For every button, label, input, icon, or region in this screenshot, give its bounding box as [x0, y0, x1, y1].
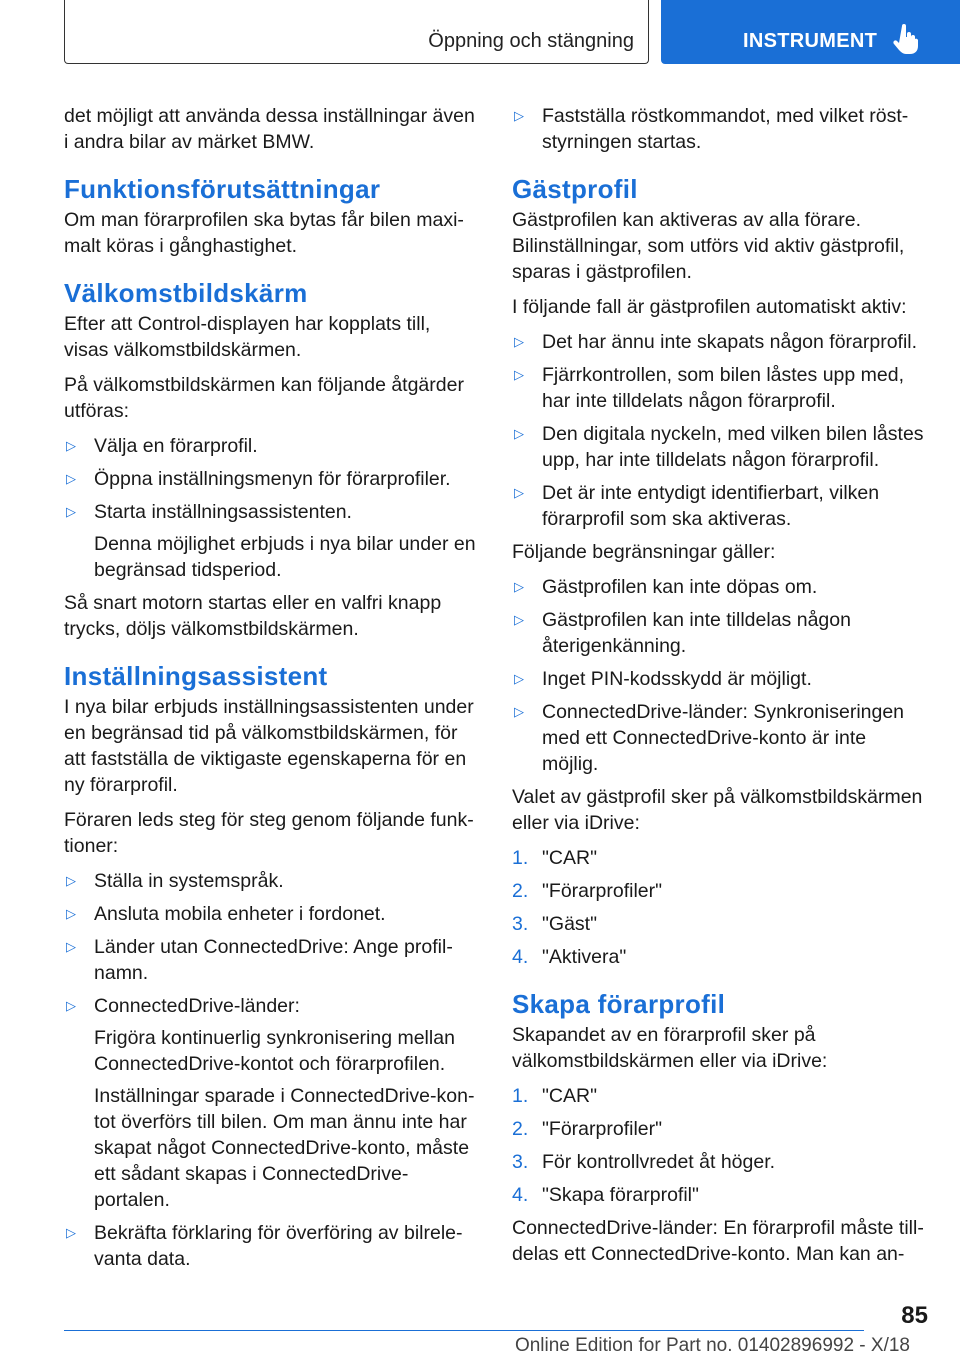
right-column	[512, 103, 927, 1276]
step-number: 3.	[512, 913, 529, 935]
welcome-text-1: Efter att Control-displayen har kopplats till, visas välkomstbildskärmen.	[64, 313, 431, 361]
heading-skapa-forarprofil: Skapa förarprofil	[512, 989, 726, 1019]
guest-text-3: Följande begränsningar gäller:	[512, 541, 776, 563]
list-item: ▷ Ansluta mobila enheter i fordonet.	[66, 903, 386, 925]
guest-text-2: I följande fall är gästprofilen automatiskt aktiv:	[512, 296, 907, 318]
triangle-bullet-icon: ▷	[514, 485, 524, 500]
list-item-subtext: Frigöra kontinuerlig synkronisering mellan ConnectedDrive-kontot och förarprofilen.	[94, 1027, 455, 1075]
heading-gastprofil: Gästprofil	[512, 174, 638, 204]
triangle-bullet-icon: ▷	[514, 671, 524, 686]
list-item: ▷ Länder utan ConnectedDrive: Ange profilnamn.	[66, 936, 453, 984]
welcome-text-2: På välkomstbildskärmen kan följande åtgärder utföras:	[64, 374, 464, 422]
triangle-bullet-icon: ▷	[514, 426, 524, 441]
left-column	[64, 103, 479, 1279]
list-item: ▷ Starta inställningsassistenten. Denna möjlighet erbjuds i nya bilar under en begränsad tidsperiod.	[64, 499, 479, 583]
triangle-bullet-icon: ▷	[514, 704, 524, 719]
triangle-bullet-icon: ▷	[66, 939, 76, 954]
heading-installningsassistent: Inställningsassistent	[64, 661, 328, 691]
list-item: 3. "Gäst"	[512, 913, 598, 935]
triangle-bullet-icon: ▷	[514, 334, 524, 349]
guest-text-4: Valet av gästprofil sker på välkomstbildskärmen eller via iDrive:	[512, 786, 923, 834]
triangle-bullet-icon: ▷	[66, 873, 76, 888]
step-number: 3.	[512, 1151, 529, 1173]
edition-footer: Online Edition for Part no. 01402896992 - X/18	[514, 1335, 910, 1356]
continued-list	[512, 103, 927, 155]
chapter-title: Öppning och stängning	[428, 30, 634, 52]
chapter-tab[interactable]	[64, 0, 649, 64]
list-item: ▷ ConnectedDrive-länder: Synkroniseringen med ett ConnectedDrive-konto är inte möjlig.	[514, 701, 905, 775]
list-item: ▷ Gästprofilen kan inte döpas om.	[514, 576, 818, 598]
triangle-bullet-icon: ▷	[514, 579, 524, 594]
list-item: ▷ Gästprofilen kan inte tilldelas någon återigenkänning.	[514, 609, 851, 657]
create-text-1: Skapandet av en förarprofil sker på välkomstbildskärmen eller via iDrive:	[512, 1024, 828, 1072]
step-number: 2.	[512, 880, 529, 902]
list-item-subtext: Inställningar sparade i ConnectedDrive-kontot överförs till bilen. Om man ännu inte har skapat något ConnectedDrive-konto, måste ett sådant skapas i ConnectedDrive-portalen.	[94, 1085, 475, 1211]
list-item: 3. För kontrollvredet åt höger.	[512, 1151, 776, 1173]
step-number: 4.	[512, 1184, 529, 1206]
list-item: ▷ ConnectedDrive-länder: Frigöra kontinuerlig synkronisering mellan ConnectedDrive-kontot och förarprofilen. Inställningar sparade i ConnectedDrive-kontot överförs till bilen. Om man ännu inte har skapat något ConnectedDrive-konto, måste ett sådant skapas i ConnectedDrive-portalen.	[64, 993, 479, 1213]
list-item-subtext: Denna möjlighet erbjuds i nya bilar under en begränsad tidsperiod.	[94, 533, 476, 581]
page-number: 85	[901, 1302, 928, 1329]
triangle-bullet-icon: ▷	[66, 906, 76, 921]
triangle-bullet-icon: ▷	[66, 438, 76, 453]
triangle-bullet-icon: ▷	[66, 471, 76, 486]
guest-limit-list	[512, 574, 927, 777]
list-item: ▷ Fjärrkontrollen, som bilen låstes upp med, har inte tilldelats någon förarprofil.	[514, 364, 904, 412]
footer-divider	[64, 1330, 864, 1331]
triangle-bullet-icon: ▷	[66, 504, 76, 519]
step-number: 2.	[512, 1118, 529, 1140]
assist-list	[64, 868, 479, 1272]
guest-text-1: Gästprofilen kan aktiveras av alla förare. Bilinställningar, som utförs vid aktiv gästprofil, sparas i gästprofilen.	[512, 209, 905, 283]
list-item: ▷ Inget PIN-kodsskydd är möjligt.	[514, 668, 812, 690]
list-item: 1. "CAR"	[512, 847, 598, 869]
intro-text: det möjligt att använda dessa inställningar även i andra bilar av märket BMW.	[64, 105, 475, 153]
list-item: 4. "Skapa förarprofil"	[512, 1184, 699, 1206]
list-item: 1. "CAR"	[512, 1085, 598, 1107]
guest-auto-list	[512, 329, 927, 532]
guest-steps-list	[512, 845, 927, 970]
list-item: ▷ Det har ännu inte skapats någon förarprofil.	[514, 331, 918, 353]
list-item: ▷ Ställa in systemspråk.	[66, 870, 284, 892]
step-number: 4.	[512, 946, 529, 968]
step-number: 1.	[512, 847, 529, 869]
section-title: INSTRUMENT	[743, 30, 878, 52]
list-item: 2. "Förarprofiler"	[512, 880, 663, 902]
assist-text-1: I nya bilar erbjuds inställningsassistenten under en begränsad tid på välkomstbildskärmen, för att fastställa de viktigaste egenskaperna för en ny förarprofil.	[64, 696, 474, 796]
create-text-2: ConnectedDrive-länder: En förarprofil måste tilldelas ett ConnectedDrive-konto. Man kan an-	[512, 1217, 924, 1265]
func-text: Om man förarprofilen ska bytas får bilen maximalt köras i gånghastighet.	[64, 209, 464, 257]
pointing-hand-icon	[893, 24, 919, 54]
list-item: ▷ Fastställa röstkommandot, med vilket röststyrningen startas.	[514, 105, 909, 153]
triangle-bullet-icon: ▷	[66, 998, 76, 1013]
triangle-bullet-icon: ▷	[514, 612, 524, 627]
step-number: 1.	[512, 1085, 529, 1107]
triangle-bullet-icon: ▷	[66, 1225, 76, 1240]
section-tab[interactable]	[661, 0, 960, 64]
create-steps-list	[512, 1083, 927, 1208]
heading-funktionsforutsattningar: Funktionsförutsättningar	[64, 174, 381, 204]
heading-valkomstbildskarm: Välkomstbildskärm	[64, 278, 308, 308]
welcome-list	[64, 433, 479, 583]
triangle-bullet-icon: ▷	[514, 108, 524, 123]
list-item: ▷ Bekräfta förklaring för överföring av bilrelevanta data.	[66, 1222, 463, 1270]
list-item: ▷ Välja en förarprofil.	[66, 435, 258, 457]
list-item: 2. "Förarprofiler"	[512, 1118, 663, 1140]
list-item: ▷ Öppna inställningsmenyn för förarprofiler.	[66, 468, 451, 490]
list-item: 4. "Aktivera"	[512, 946, 627, 968]
welcome-text-3: Så snart motorn startas eller en valfri knapp trycks, döljs välkomstbildskärmen.	[64, 592, 442, 640]
list-item: ▷ Det är inte entydigt identifierbart, vilken förarprofil som ska aktiveras.	[514, 482, 880, 530]
list-item: ▷ Den digitala nyckeln, med vilken bilen låstes upp, har inte tilldelats någon förarprofil.	[514, 423, 924, 471]
assist-text-2: Föraren leds steg för steg genom följande funktioner:	[64, 809, 474, 857]
triangle-bullet-icon: ▷	[514, 367, 524, 382]
